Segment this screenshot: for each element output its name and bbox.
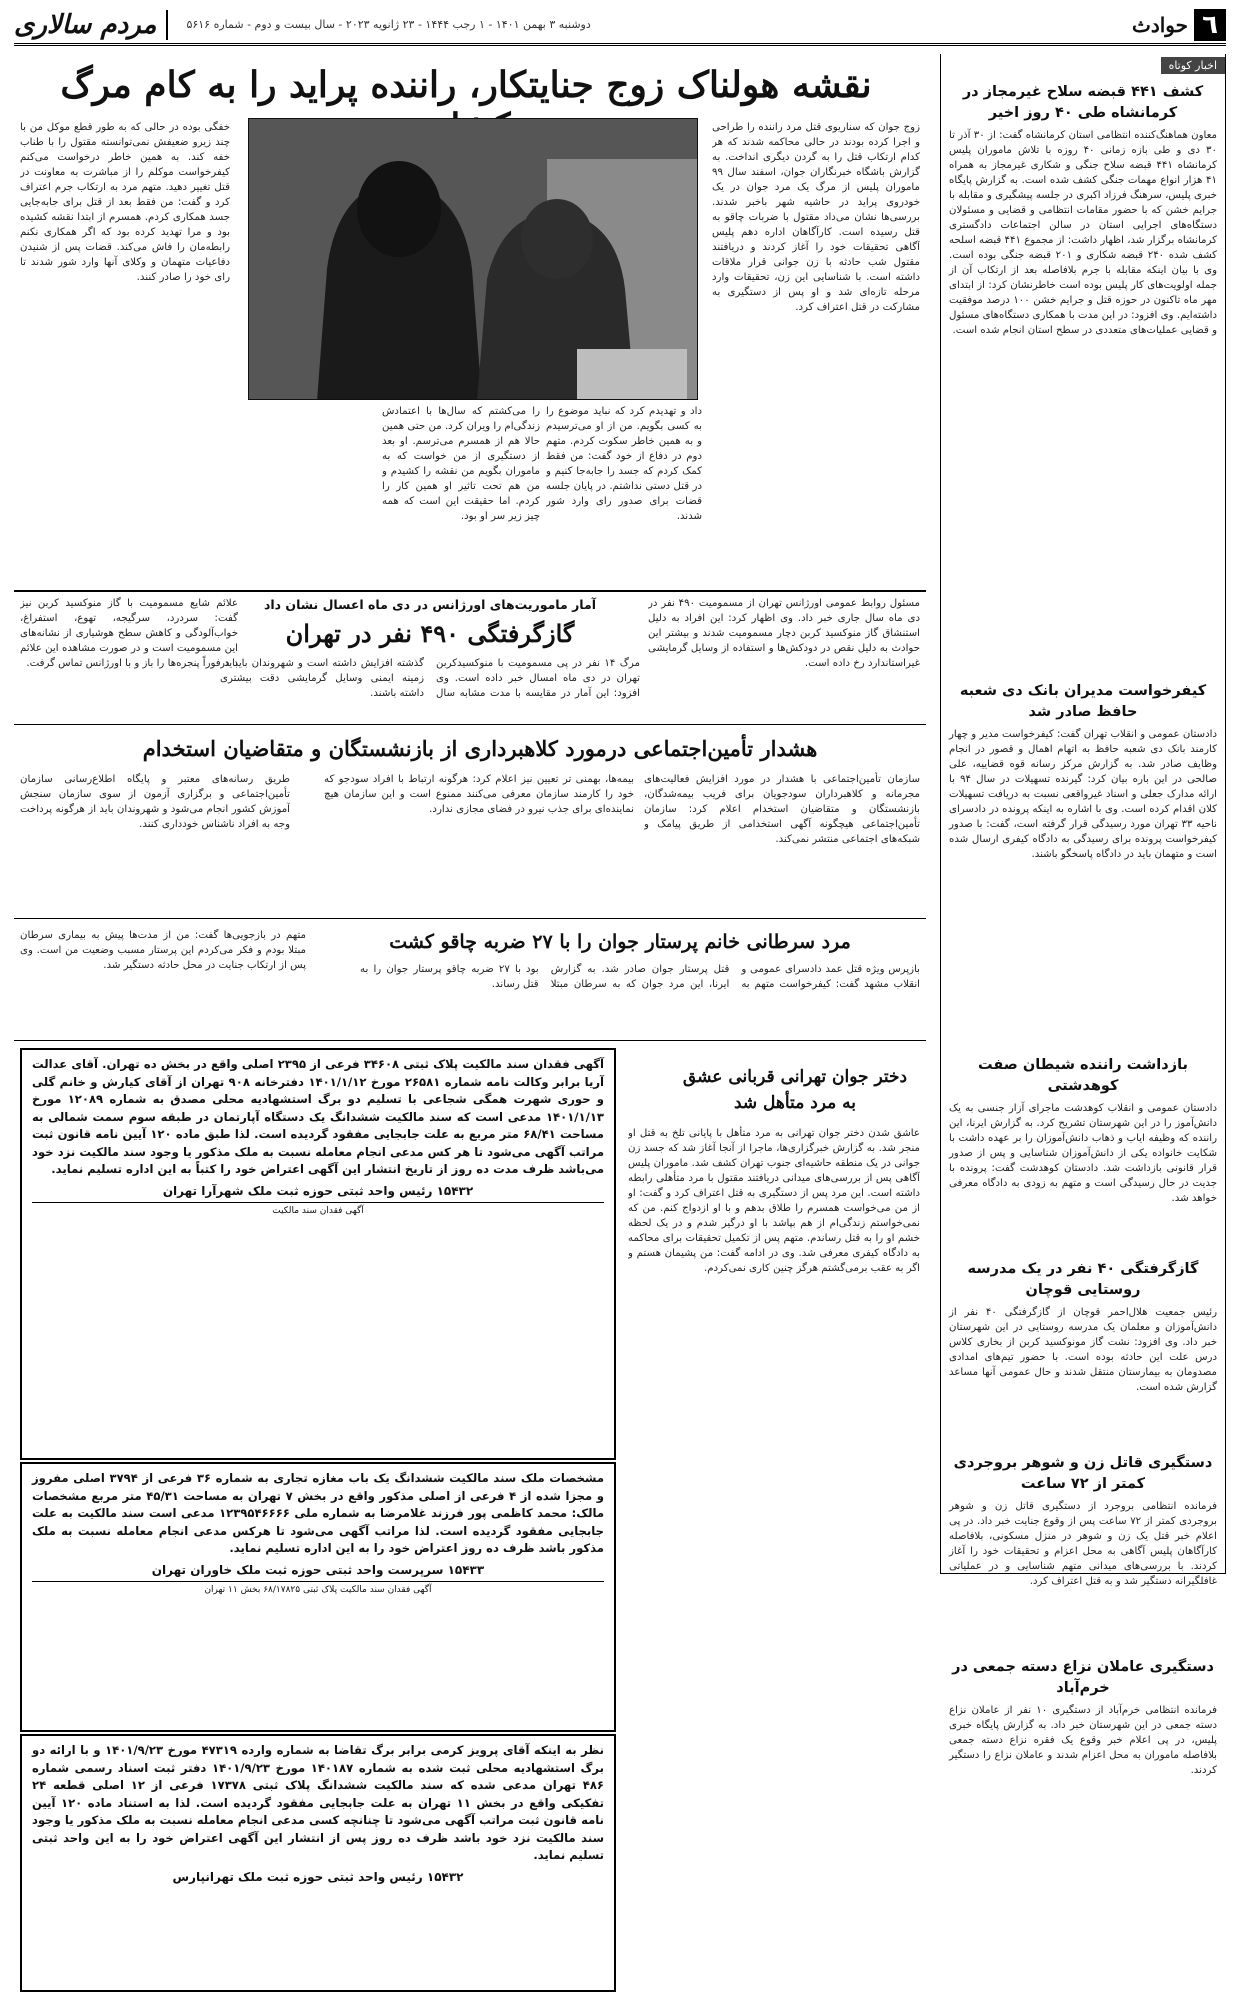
brief-title: گازگرفتگی ۴۰ نفر در یک مدرسه روستایی قوچان bbox=[967, 1261, 1199, 1298]
notice-footnote: آگهی فقدان سند مالکیت پلاک ثبتی ۶۸/۱۷۸۲۵ بخش ۱۱ تهران bbox=[32, 1581, 604, 1600]
lead-col-mid: داد و تهدیدم کرد که نباید موضوع را به کسی بگویم. من از او می‌ترسیدم و به همین خاطر سکوت کردم. متهم دوم در دفاع از خود گفت: من فقط کمک کردم که جسد را جابه‌جا کنیم و در قتل دستی نداشتم. در پایان جلسه قضات برای صدور رای وارد شور شدند. bbox=[546, 406, 702, 522]
notice-body: مشخصات ملک سند مالکیت ششدانگ یک باب مغازه تجاری به شماره ۳۶ فرعی از ۳۷۹۴ اصلی مفروز و مجزا شده از ۴ فرعی از اصلی مذکور واقع در بخش ۷ تهران به مساحت ۴۵/۳۱ متر مربع مشخصات مالک: محمد کاظمی پور فرزند غلامرضا به شماره ملی ۱۲۳۹۵۴۶۶۶۶ مدعی است سند مالکیت به علت جابجایی مفقود گردیده است. لذا مراتب آگهی می‌شود تا هرکس مدعی انجام معامله نسبت به ملک مذکور باشد ظرف ده روز اعتراض خود را به این اداره تسلیم نماید. bbox=[32, 1471, 605, 1555]
nurse-body-1: بازپرس ویژه قتل عمد دادسرای عمومی و انقلاب مشهد گفت: کیفرخواست متهم به قتل پرستار جوان صادر شد. به گزارش ایرنا، این مرد جوان که به سرطان مبتلا بود با ۲۷ ضربه چاقو پرستار جوان را به قتل رساند. bbox=[360, 964, 920, 990]
brief-body: معاون هماهنگ‌کننده انتظامی استان کرمانشاه گفت: از ۳۰ آذر تا ۳۰ دی و طی بازه زمانی ۴۰ روزه با تلاش ماموران پلیس کرمانشاه ۴۴۱ قبضه سلاح جنگی و شکاری غیرمجاز به همراه ۴۱ هزار انواع مهمات جنگی کشف شده است. به گزارش پایگاه خبری پلیس، سرهنگ فرزاد اکبری در جلسه پیشگیری و مقابله با جرایم خشن که با حضور مقامات انتظامی و قضایی و مسئولان دستگاه‌های اجرایی استان در سالن اجتماعات دادگستری کرمانشاه برگزار شد، اظهار داشت: از مجموع ۴۴۱ قبضه اسلحه کشف شده ۲۴۰ قبضه شکاری و ۲۰۱ قبضه جنگی بوده است. وی با بیان اینکه مقابله با جرم بلافاصله بعد از ارتکاب آن از جمله اولویت‌های کار پلیس بوده است خاطرنشان کرد: از ابتدای مهر ماه تاکنون در حوزه قتل و جرایم خشن ۱۰۰ درصد موفقیت داشته‌ایم. وی افزود: در این مدت با همکاری دستگاه‌های مسئول و قضایی عملیات‌های متعددی در سطح استان انجام شده است. bbox=[949, 130, 1218, 336]
tamin-body-1: سازمان تأمین‌اجتماعی با هشدار در مورد افزایش فعالیت‌های مجرمانه و کلاهبرداران سودجویان برای فریب بیمه‌شدگان، بازنشستگان و متقاضیان استخدام اعلام کرد: سازمان تأمین‌اجتماعی هیچگونه آگهی استخدامی از طریق پیامک و شبکه‌های اجتماعی منتشر نمی‌کند. bbox=[644, 774, 920, 845]
lead-headline: نقشه هولناک زوج جنایتکار، راننده پراید را به کام مرگ bbox=[60, 64, 872, 106]
brief-body: دادستان عمومی و انقلاب تهران گفت: کیفرخواست مدیر و چهار کارمند بانک دی شعبه حافظ به اتهام اهمال و قصور در انجام وظایف صادر شد. به گزارش مرکز رسانه قوه قضاییه، علی صالحی در این باره بیان کرد: گیرنده تسهیلات در سال ۹۴ با ارائه مدارک جعلی و اسناد غیرواقعی نسبت به دریافت تسهیلات کلان اقدام کرده است. وی با اشاره به اینکه پرونده در دادسرای ناحیه ۳۳ تهران مورد رسیدگی قرار گرفته است، گفت: با صدور کیفرخواست پرونده برای رسیدگی به دادگاه کیفری ارسال شده است و متهمان باید در دادگاه پاسخگو باشند. bbox=[949, 729, 1217, 860]
brief-item bbox=[941, 1657, 1225, 1808]
divider bbox=[14, 918, 926, 919]
lead-photo bbox=[248, 118, 698, 400]
lead-col-right: زوج جوان که سناریوی قتل مرد راننده را طراحی و اجرا کرده بودند در حالی محاکمه شدند که هر کدام ارتکاب قتل را به گردن دیگری انداخت. به گزارش باشگاه خبرنگاران جوان، اسفند سال ۹۹ ماموران پلیس از مرگ یک مرد جوان در یک خودروی پراید در حاشیه شهر باخبر شدند. بررسی‌ها نشان می‌داد مقتول با ضربات چاقو به قتل رسیده است. کارآگاهان اداره دهم پلیس آگاهی تحقیقات خود را آغاز کردند و دریافتند مقتول شب حادثه با زن جوانی قرار ملاقات داشته است. با شناسایی این زن، تحقیقات وارد مرحله تازه‌ای شد و او پس از دستگیری به مشارکت در قتل اعتراف کرد. bbox=[712, 122, 920, 313]
gas-kicker: آمار ماموریت‌های اورژانس در دی ماه اعسال نشان داد bbox=[263, 597, 597, 612]
brief-title: دستگیری قاتل زن و شوهر بروجردی کمتر از ۷۲ ساعت bbox=[953, 1455, 1213, 1492]
brief-title: کیفرخواست مدیران بانک دی شعبه حافظ صادر شد bbox=[959, 683, 1207, 720]
gas-body-2: مرگ ۱۴ نفر در پی مسمومیت با منوکسیدکربن تهران در دی ماه امسال خبر داده است. وی افزود: این آمار در مقایسه با مدت مشابه سال گذشته افزایش داشته است و شهروندان باید در زمینه ایمنی وسایل گرمایشی دقت بیشتری داشته باشند. bbox=[220, 658, 640, 699]
gas-body-1: مسئول روابط عمومی اورژانس تهران از مسمومیت ۴۹۰ نفر در دی ماه سال جاری خبر داد. وی اظهار کرد: این افراد به دلیل استنشاق گاز منوکسید کربن دچار مسمومیت شدند و بیشتر این حوادث به دلیل نقص در دودکش‌ها و استفاده از وسایل گرمایشی غیراستاندارد رخ داده است. bbox=[648, 598, 920, 669]
brief-title: دستگیری عاملان نزاع دسته جمعی در خرم‌آباد bbox=[952, 1659, 1214, 1696]
page-number: ٦ bbox=[1194, 9, 1226, 41]
love-body: عاشق شدن دختر جوان تهرانی به مرد متأهل با پایانی تلخ به قتل او منجر شد. به گزارش خبرگزاری‌ها، ماجرا از آنجا آغاز شد که جسد زن جوانی در یک منطقه حاشیه‌ای جنوب تهران کشف شد. ماموران پلیس آگاهی پس از بررسی‌های میدانی دریافتند مقتول با مرد متأهلی رابطه داشته است. این مرد پس از دستگیری به قتل اعتراف کرد و گفت: او از من می‌خواست همسرم را طلاق بدهم و با او ازدواج کنم. من که نمی‌خواستم زندگی‌ام از هم بپاشد با او درگیر شدم و در یک لحظه خشم او را به قتل رساندم. متهم پس از تکمیل تحقیقات برای محاکمه به دادگاه کیفری معرفی شد. وی در ادامه گفت: من پشیمان هستم و اگر به عقب برمی‌گشتم هرگز چنین کاری نمی‌کردم. bbox=[628, 1128, 920, 1274]
briefs-tag: اخبار کوتاه bbox=[1161, 57, 1225, 74]
brief-body: رئیس جمعیت هلال‌احمر قوچان از گازگرفتگی ۴۰ نفر از دانش‌آموزان و معلمان یک مدرسه روستایی در این شهرستان خبر داد. وی افزود: نشت گاز مونوکسید کربن از بخاری کلاس درس علت این حادثه بوده است. با حضور تیم‌های امدادی مصدومان به بیمارستان منتقل شدند و حال عمومی آنها مساعد گزارش شده است. bbox=[949, 1307, 1218, 1393]
brief-body: فرمانده انتظامی خرم‌آباد از دستگیری ۱۰ نفر از عاملان نزاع دسته جمعی در این شهرستان خبر داد. به گزارش پایگاه خبری پلیس، در پی اعلام خبر وقوع یک فقره نزاع دسته جمعی بلافاصله ماموران به محل اعزام شدند و عاملان نزاع را دستگیر کردند. bbox=[949, 1705, 1217, 1776]
brief-item bbox=[941, 681, 1225, 1047]
legal-notice-2 bbox=[20, 1462, 616, 1732]
brief-item bbox=[941, 82, 1225, 673]
briefs-column bbox=[940, 54, 1226, 1776]
gas-headline: گازگرفتگی ۴۹۰ نفر در تهران bbox=[285, 619, 575, 648]
brief-body: دادستان عمومی و انقلاب کوهدشت ماجرای آزار جنسی به یک دانش‌آموز را در این شهرستان تشریح کرد. به گزارش ایرنا، این راننده که وظیفه ایاب و ذهاب دانش‌آموزان را بر عهده داشت با شکایت خانواده یکی از دانش‌آموزان شناسایی و پس از صدور قرار قانونی بازداشت شد. دادستان کوهدشت گفت: پرونده با جدیت در حال رسیدگی است و متهم به زودی به دادگاه معرفی خواهد شد. bbox=[949, 1103, 1217, 1204]
brief-item bbox=[941, 1453, 1225, 1649]
date-line: دوشنبه ۳ بهمن ۱۴۰۱ - ۱ رجب ۱۴۴۴ - ۲۳ ژانویه ۲۰۲۳ - سال بیست و دوم - شماره ۵۶۱۶ bbox=[186, 18, 591, 31]
notice-body: آگهی فقدان سند مالکیت پلاک ثبتی ۳۴۶۰۸ فرعی از ۲۳۹۵ اصلی واقع در بخش ده تهران. آقای عدالت آریا برابر وکالت نامه شماره ۲۶۵۸۱ مورخ ۱۴۰۱/۱/۱۲ دفترخانه ۹۰۸ تهران از آقای کیارش و خانم گلی و حوری شهرت همگی شجاعی با تسلیم دو برگ استشهادیه محلی مصدق به شماره ۱۲۰۸۹ مورخ ۱۴۰۱/۱/۱۳ مدعی است که سند مالکیت ششدانگ یک دستگاه آپارتمان در طبقه سوم سمت شمالی به مساحت ۶۸/۴۱ متر مربع به علت جابجایی مفقود گردیده است. لذا طبق ماده ۱۲۰ آیین نامه قانون ثبت مراتب آگهی می‌شود تا هر کس مدعی انجام معامله نسبت به ملک مذکور یا وجود سند مالکیت نزد خود می‌باشد ظرف مدت ده روز از تاریخ انتشار این آگهی اعتراض خود را کتباً به این اداره تسلیم نماید. bbox=[32, 1057, 604, 1176]
section-name: حوادث bbox=[1132, 12, 1188, 37]
notice-signature: ۱۵۴۳۲ رئیس واحد ثبتی حوزه ثبت ملک تهرانپارس bbox=[172, 1869, 464, 1884]
lead-col-left: خفگی بوده در حالی که به طور قطع موکل من با چند زیرو ضعیفش نمی‌توانسته مقتول را با طناب خفه کند. به همین خاطر درخواست می‌کنم کیفرخواست موکلم را از مباشرت به معاونت در قتل تغییر دهید. متهم مرد به ارتکاب جرم اعتراف کرد و گفت: من فقط بعد از قتل برای جابه‌جایی جسد همکاری کردم. همسرم از ابتدا نقشه کشیده بود و مرا تهدید کرده بود که اگر همکاری نکنم رابطه‌مان را فاش می‌کند. قضات پس از شنیدن دفاعیات متهمان و وکلای آنها وارد شور شدند تا رای خود را صادر کنند. bbox=[20, 122, 230, 283]
notice-body: نظر به اینکه آقای پرویز کرمی برابر برگ تقاضا به شماره وارده ۴۷۳۱۹ مورخ ۱۴۰۱/۹/۲۳ و با ارائه دو برگ استشهادیه محلی ثبت شده به شماره ۱۴۰۱۸۷ مورخ ۱۴۰۱/۹/۲۳ دفتر ثبت اسناد رسمی شماره ۴۸۶ تهران مدعی شده که سند مالکیت ششدانگ پلاک ثبتی ۱۷۳۷۸ فرعی از ۱۲ اصلی قطعه ۲۴ تفکیکی واقع در بخش ۱۱ تهران به علت جابجایی مفقود گردیده است. لذا به استناد ماده ۱۲۰ آیین نامه قانون ثبت مراتب آگهی می‌شود تا چنانچه کسی مدعی انجام معامله نسبت به ملک مذکور یا وجود سند مالکیت نزد خود باشد ظرف ده روز پس از انتشار این آگهی اعتراض خود را به این واحد ثبتی تسلیم نماید. bbox=[32, 1743, 604, 1862]
gas-body-3: علائم شایع مسمومیت با گاز منوکسید کربن نیز گفت: سردرد، سرگیجه، تهوع، استفراغ، خواب‌آلودگی و کاهش سطح هوشیاری از نشانه‌های این مسمومیت است و در صورت مشاهده این علائم باید فوراً پنجره‌ها را باز و با اورژانس تماس گرفت. bbox=[20, 598, 238, 669]
divider bbox=[14, 590, 926, 592]
notice-signature: ۱۵۴۳۳ سرپرست واحد ثبتی حوزه ثبت ملک خاوران تهران bbox=[151, 1562, 485, 1577]
legal-notice-3 bbox=[20, 1734, 616, 1992]
divider bbox=[14, 1040, 926, 1041]
legal-notice-1 bbox=[20, 1048, 616, 1460]
tamin-body-2: بیمه‌ها، بهمنی تر تعیین نیز اعلام کرد: هرگونه ارتباط با افراد سودجو که خود را کارمند سازمان معرفی می‌کنند ممنوع است و این سازمان هیچ نماینده‌ای برای جذب نیرو در فضای مجازی ندارد. bbox=[324, 774, 634, 815]
nurse-body-2: متهم در بازجویی‌ها گفت: من از مدت‌ها پیش به بیماری سرطان مبتلا بودم و فکر می‌کردم این پرستار مسبب وضعیت من است. وی پس از ارتکاب جنایت در محل حادثه دستگیر شد. bbox=[20, 930, 306, 971]
paper-logo: مردم سالاری bbox=[14, 10, 168, 40]
brief-title: بازداشت راننده شیطان صفت کوهدشتی bbox=[978, 1057, 1188, 1094]
brief-body: فرمانده انتظامی بروجرد از دستگیری قاتل زن و شوهر بروجردی کمتر از ۷۲ ساعت پس از وقوع جنایت خبر داد. در پی اعلام خبر قتل یک زن و شوهر در منزل مسکونی، بلافاصله کارآگاهان پلیس آگاهی به محل اعزام و تحقیقات خود را آغاز کردند. با بررسی‌های میدانی متهم شناسایی و در عملیاتی غافلگیرانه دستگیر شد و به قتل اعتراف کرد. bbox=[949, 1501, 1217, 1587]
love-headline: دختر جوان تهرانی قربانی عشق به مرد متأهل شد bbox=[682, 1067, 908, 1113]
brief-title: کشف ۴۴۱ قبضه سلاح غیرمجاز در کرمانشاه طی ۴۰ روز اخیر bbox=[962, 84, 1204, 121]
notice-signature: ۱۵۴۳۲ رئیس واحد ثبتی حوزه ثبت ملک شهرآرا تهران bbox=[162, 1183, 474, 1198]
brief-item bbox=[941, 1259, 1225, 1445]
defendants-image bbox=[248, 119, 697, 400]
notice-footnote: آگهی فقدان سند مالکیت bbox=[32, 1202, 604, 1221]
lead-col-mid2: را می‌کشتم که سال‌ها با اعتمادش زندگی‌ام را ویران کرد. من حتی همین حالا هم از همسرم می‌ترسم. او بعد از دستگیری از من خواست که به ماموران بگویم من نقشه را کشیدم و من هم تحت تاثیر او همین کار را کردم. اما حقیقت این است که همه چیز زیر سر او بود. bbox=[382, 406, 540, 522]
brief-item bbox=[941, 1055, 1225, 1251]
tamin-headline: هشدار تأمین‌اجتماعی درمورد کلاهبرداری از بازنشستگان و متقاضیان استخدام bbox=[142, 736, 818, 761]
tamin-body-3: طریق رسانه‌های معتبر و پایگاه اطلاع‌رسانی سازمان تأمین‌اجتماعی و برگزاری آزمون از سوی سازمان سنجش آموزش کشور انجام می‌شود و شهروندان باید از هرگونه پرداخت وجه به افراد ناشناس خودداری کنند. bbox=[20, 774, 290, 830]
nurse-headline: مرد سرطانی خانم پرستار جوان را با ۲۷ ضربه چاقو کشت bbox=[389, 931, 851, 953]
page-header bbox=[14, 6, 1226, 46]
divider bbox=[14, 724, 926, 725]
